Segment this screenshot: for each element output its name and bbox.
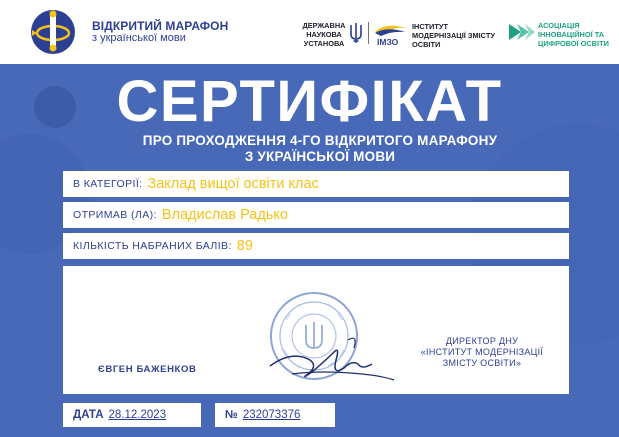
gov-line-2: НАУКОВА — [306, 30, 342, 39]
score-label: КІЛЬКІСТЬ НАБРАНИХ БАЛІВ: — [73, 240, 232, 252]
date-value: 28.12.2023 — [108, 409, 167, 421]
director-line-1: ДИРЕКТОР ДНУ — [445, 336, 519, 346]
trident-icon — [349, 22, 363, 44]
assoc-line-1: АСОЦІАЦІЯ — [538, 21, 580, 30]
marathon-name — [92, 20, 228, 44]
number-value: 232073376 — [242, 409, 301, 421]
gov-line-1: ДЕРЖАВНА — [302, 21, 346, 30]
recipient-field — [63, 202, 569, 228]
assoc-line-2: ІННОВАЦІЙНОЇ ТА — [538, 30, 605, 39]
marathon-logo — [27, 6, 85, 56]
signer-name: ЄВГЕН БАЖЕНКОВ — [98, 364, 197, 375]
imzo-name — [412, 22, 498, 49]
gov-line-3: УСТАНОВА — [303, 39, 345, 48]
subtitle-line-1: ПРО ПРОХОДЖЕННЯ 4-ГО ВІДКРИТОГО МАРАФОНУ — [142, 133, 498, 148]
imzo-line-1: ІНСТИТУТ — [412, 22, 448, 31]
assoc-name — [538, 21, 618, 48]
director-line-3: ЗМІСТУ ОСВІТИ» — [442, 358, 522, 368]
director-title — [412, 336, 552, 369]
recipient-value: Владислав Радько — [161, 207, 288, 223]
gov-institution-label — [302, 21, 346, 48]
score-value: 89 — [236, 238, 253, 254]
imzo-line-2: МОДЕРНІЗАЦІЇ ЗМІСТУ — [412, 31, 495, 40]
subtitle-line-2: З УКРАЇНСЬКОЇ МОВИ — [244, 149, 396, 164]
assoc-logo — [508, 20, 536, 44]
certificate-subtitle — [100, 133, 540, 165]
category-field — [63, 171, 569, 197]
certificate-title: СЕРТИФІКАТ — [116, 69, 503, 134]
marathon-title: ВІДКРИТИЙ МАРАФОН — [92, 19, 229, 33]
handwritten-signature — [252, 330, 402, 382]
category-value: Заклад вищої освіти клас — [147, 176, 319, 192]
imzo-abbr: ІМЗО — [377, 37, 399, 46]
assoc-line-3: ЦИФРОВОЇ ОСВІТИ — [538, 39, 609, 48]
recipient-label: ОТРИМАВ (ЛА): — [73, 209, 157, 221]
imzo-logo — [373, 20, 409, 46]
marathon-subtitle: з української мови — [92, 32, 186, 44]
category-label: В КАТЕГОРІЇ: — [73, 178, 143, 190]
date-field — [63, 403, 201, 427]
date-label: ДАТА — [73, 409, 104, 421]
director-line-2: «ІНСТИТУТ МОДЕРНІЗАЦІЇ — [420, 347, 544, 357]
imzo-line-3: ОСВІТИ — [412, 40, 441, 49]
header-divider — [368, 22, 369, 44]
number-field — [215, 403, 335, 427]
header-bar — [0, 0, 619, 64]
score-field — [63, 233, 569, 259]
number-label: № — [225, 409, 238, 421]
